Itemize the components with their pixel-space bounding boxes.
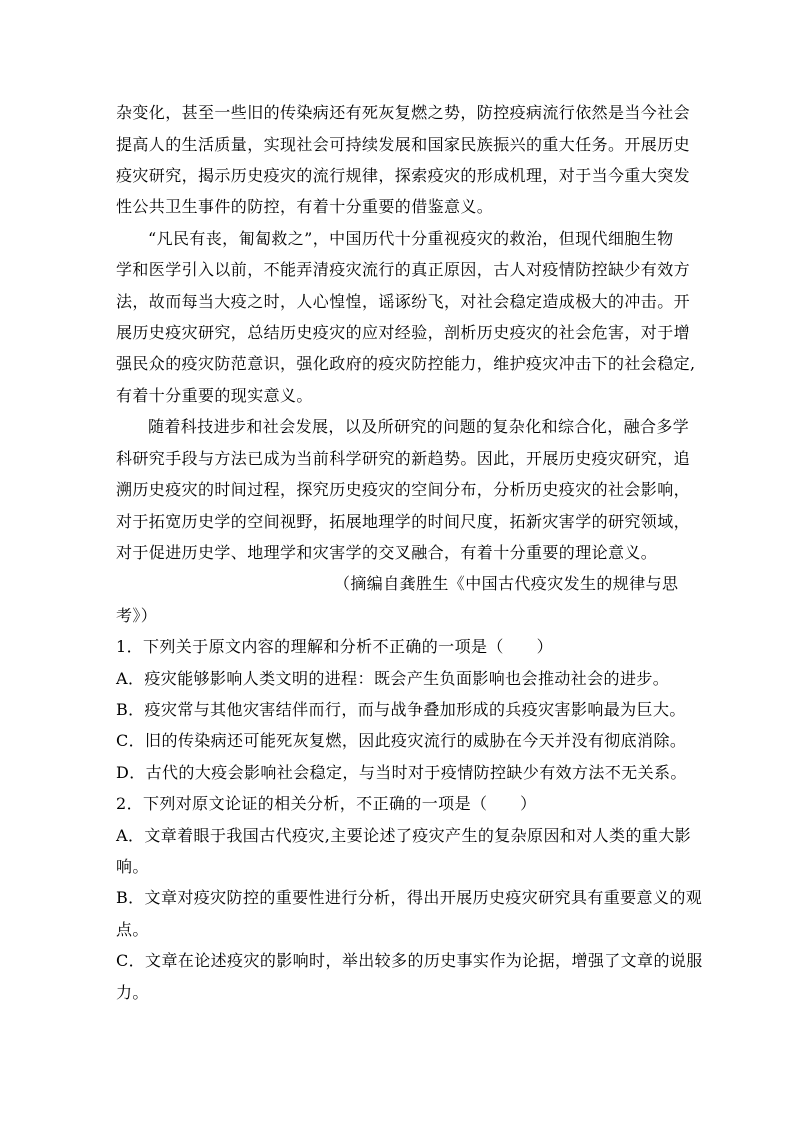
option-b-continued: 点。	[116, 920, 149, 939]
option-a-continued: 响。	[116, 857, 149, 876]
text-line: 强民众的疫灾防范意识，强化政府的疫灾防控能力，维护疫灾冲击下的社会稳定,	[116, 354, 696, 373]
text-line: 杂变化，甚至一些旧的传染病还有死灰复燃之势，防控疫病流行依然是当今社会	[116, 103, 691, 122]
question-stem: 1．下列关于原文内容的理解和分析不正确的一项是（ ）	[116, 637, 553, 656]
text-line: 有着十分重要的现实意义。	[116, 386, 313, 405]
text-line: 对于拓宽历史学的空间视野，拓展地理学的时间尺度，拓新灾害学的研究领域，	[116, 512, 691, 531]
text-line: 疫灾研究，揭示历史疫灾的流行规律，探索疫灾的形成机理，对于当今重大突发	[116, 166, 691, 185]
text-line: 溯历史疫灾的时间过程，探究历史疫灾的空间分布，分析历史疫灾的社会影响，	[116, 480, 691, 499]
option-a: A．文章着眼于我国古代疫灾,主要论述了疫灾产生的复杂原因和对人类的重大影	[116, 826, 692, 845]
option-b: B．文章对疫灾防控的重要性进行分析，得出开展历史疫灾研究具有重要意义的观	[116, 888, 703, 907]
option-b: B．疫灾常与其他灾害结伴而行，而与战争叠加形成的兵疫灾害影响最为巨大。	[116, 700, 686, 719]
text-line: 性公共卫生事件的防控，有着十分重要的借鉴意义。	[116, 197, 494, 216]
citation-line: 考》）	[116, 606, 158, 625]
text-line: 展历史疫灾研究，总结历史疫灾的应对经验，剖析历史疫灾的社会危害，对于增	[116, 323, 691, 342]
text-line: 提高人的生活质量，实现社会可持续发展和国家民族振兴的重大任务。开展历史	[116, 135, 691, 154]
text-line: 科研究手段与方法已成为当前科学研究的新趋势。因此，开展历史疫灾研究，追	[116, 449, 691, 468]
question-stem: 2．下列对原文论证的相关分析，不正确的一项是（ ）	[116, 794, 537, 813]
option-c: C．旧的传染病还可能死灰复燃，因此疫灾流行的威胁在今天并没有彻底消除。	[116, 731, 687, 750]
text-line: 随着科技进步和社会发展，以及所研究的问题的复杂化和综合化，融合多学	[148, 417, 690, 436]
option-c-continued: 力。	[116, 983, 149, 1002]
text-line: “凡民有丧，匍匐救之”，中国历代十分重视疫灾的救治，但现代细胞生物	[148, 229, 674, 248]
text-line: 法，故而每当大疫之时，人心惶惶，谣诼纷飞，对社会稳定造成极大的冲击。开	[116, 292, 691, 311]
option-d: D．古代的大疫会影响社会稳定，与当时对于疫情防控缺少有效方法不无关系。	[116, 763, 687, 782]
option-a: A．疫灾能够影响人类文明的进程：既会产生负面影响也会推动社会的进步。	[116, 669, 670, 688]
option-c: C．文章在论述疫灾的影响时，举出较多的历史事实作为论据，增强了文章的说服	[116, 951, 703, 970]
citation-line: （摘编自龚胜生《中国古代疫灾发生的规律与思	[334, 574, 679, 593]
text-line: 对于促进历史学、地理学和灾害学的交叉融合，有着十分重要的理论意义。	[116, 543, 658, 562]
text-line: 学和医学引入以前，不能弄清疫灾流行的真正原因，古人对疫情防控缺少有效方	[116, 260, 691, 279]
